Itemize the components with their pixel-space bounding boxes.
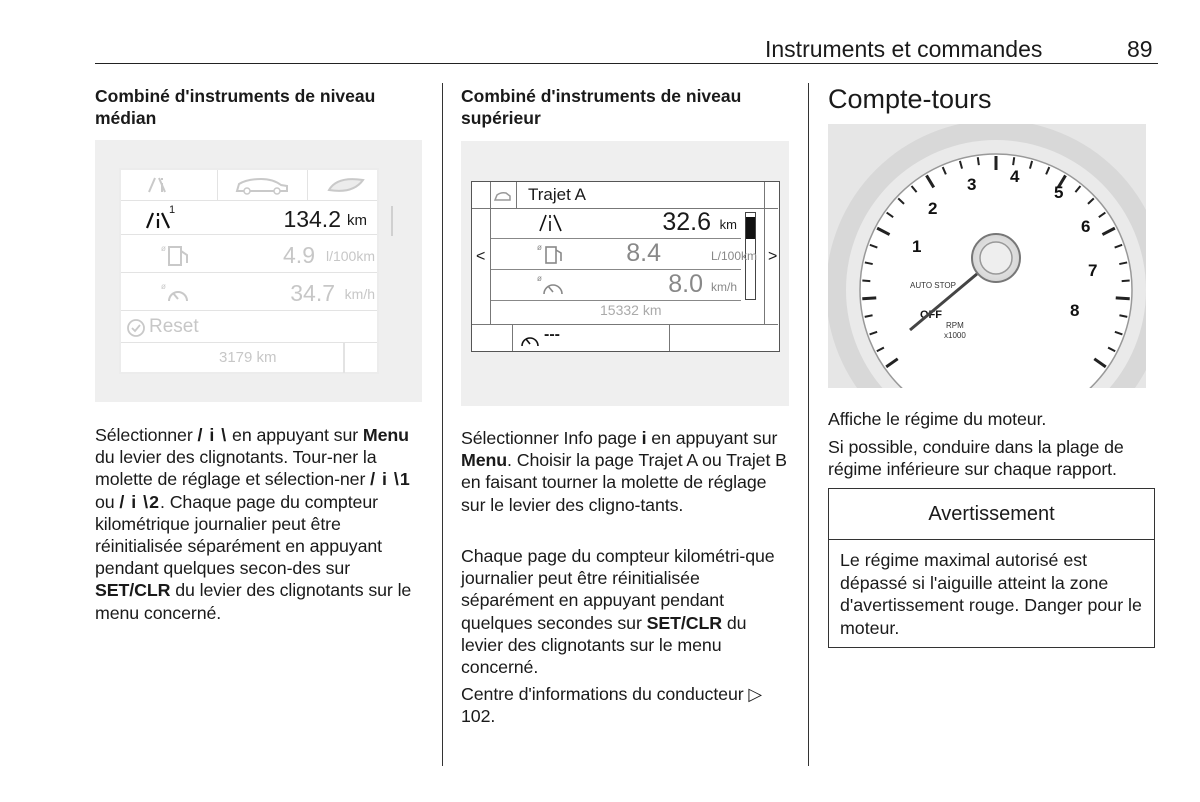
trip-value: 134.2 [283,206,341,232]
col2-paragraph-2: Chaque page du compteur kilométri-que journalier peut être réinitialisée séparément en appuyant pendant quelques secondes sur SET/CLR du levier des clignotants sur le menu concerné. [461,546,775,678]
tab-eco [307,170,377,200]
tick-mark [862,281,870,282]
menu-term: Menu [362,425,409,445]
upper-level-cluster-figure [461,141,789,406]
car-icon [217,170,307,200]
fuel-value: 8.4 [626,239,661,267]
trip-unit: km [719,217,737,232]
tick-label-4: 4 [1010,167,1020,186]
menu-term: Menu [461,450,508,471]
speed-row [121,276,377,311]
section-title: Compte-tours [828,84,992,114]
trip-value: 32.6 [662,208,711,236]
col2-paragraph-3: Centre d'informations du conducteur ▷ 102. [461,684,762,727]
bottom-value: --- [544,326,560,343]
tachometer-figure [828,124,1146,388]
trip-icon [537,211,567,235]
check-circle-icon [127,319,147,339]
tick-mark [862,298,876,299]
odometer-value: 3179 km [219,349,277,366]
trajet-b-term: Trajet B [726,450,787,471]
speed-unit: km/h [344,286,375,302]
tick-mark [1116,298,1130,299]
speed-row [491,270,741,301]
off-label: OFF [920,309,942,321]
fuel-row [491,239,757,270]
tab-trip [121,170,218,200]
bottom-bar [472,324,778,351]
speed-unit: km/h [710,280,737,294]
trip-unit: km [347,212,367,229]
display-title: Trajet A [528,185,586,204]
speedometer-icon [518,328,542,350]
col1-paragraph: Sélectionner / i \ en appuyant sur Menu du levier des clignotants. Tour-ner la molette de réglage et sélection-ner / i \1 ou / i \2. Chaque page du compteur kilométrique journalier peut être réinitialisée séparément en appuyant pendant quelques secon-des sur SET/CLR du levier des clignotants sur le menu concerné. [95,425,412,623]
setclr-term: SET/CLR [646,612,722,633]
tick-label-1: 1 [912,237,922,256]
fuel-pump-icon [537,241,567,267]
svg-text:ø: ø [537,243,542,252]
trip-tab-icon [121,170,217,200]
scrollbar-thumb[interactable] [746,217,755,239]
mid-level-cluster-figure [95,140,422,402]
tick-mark [1013,157,1014,165]
tick-label-8: 8 [1070,301,1080,320]
fuel-value: 4.9 [283,242,315,268]
leaf-icon [307,170,377,200]
mid-level-display [119,168,379,374]
trip1-symbol: / i \1 [370,469,411,490]
warning-text: Le régime maximal autorisé est dépassé si l'aiguille atteint la zone d'avertissement rouge. Danger pour le moteur. [840,550,1142,638]
tab-car [217,170,308,200]
rpm-label: RPM [946,321,964,330]
display-title-row [472,182,778,209]
column-divider-1 [442,83,443,766]
reset-label: Reset [149,316,199,337]
page-number: 89 [1127,36,1153,62]
tachometer-gauge [828,124,1146,388]
col3-paragraph-1: Affiche le régime du moteur. [828,409,1047,429]
tick-label-7: 7 [1088,261,1098,280]
tick-label-5: 5 [1054,183,1064,202]
bar-divider [343,343,345,373]
col2-heading: Combiné d'instruments de niveau supérieur [461,86,742,128]
tick-label-3: 3 [967,175,977,194]
odometer-value: 15332 km [600,302,662,318]
col3-paragraph-2: Si possible, conduire dans la plage de régime inférieure sur chaque rapport. [828,437,1124,480]
nav-right-column [764,208,779,324]
svg-text:ø: ø [161,282,166,291]
speedometer-icon [159,279,199,309]
trip-icon [143,208,193,234]
trip-superscript: 1 [169,204,176,216]
nav-left-column [472,208,491,324]
xref-arrow-icon[interactable]: ▷ [748,684,762,704]
fuel-pump-icon [159,241,199,271]
warning-title: Avertissement [829,489,1154,540]
speed-value: 8.0 [668,270,703,298]
nav-right-arrow[interactable]: > [768,248,778,265]
column-divider-2 [808,83,809,766]
scrollbar [391,206,393,236]
svg-text:ø: ø [537,274,542,283]
tick-label-2: 2 [928,199,938,218]
fuel-unit: l/100km [325,248,375,264]
x1000-label: x1000 [944,331,966,340]
xref-page[interactable]: 102. [461,706,496,727]
trajet-a-term: Trajet A [638,450,698,471]
auto-stop-label: AUTO STOP [910,281,956,290]
warning-box [828,488,1155,648]
col2-paragraph-1: Sélectionner Info page i en appuyant sur Menu. Choisir la page Trajet A ou Trajet B en faisant tourner la molette de réglage sur le levier des cligno-tants. [461,428,787,515]
tick-mark [978,157,979,165]
tab-row [121,170,377,201]
nav-left-arrow[interactable]: < [476,248,486,265]
trip2-symbol: / i \2 [119,491,161,512]
speed-value: 34.7 [290,280,335,306]
svg-text:ø: ø [161,244,166,253]
setclr-term: SET/CLR [95,580,171,601]
upper-level-display [471,181,780,352]
running-header-title: Instruments et commandes [765,36,1043,62]
tick-mark [1122,281,1130,282]
odometer-bar [121,342,377,373]
info-term: Info [563,428,593,448]
trip-row [121,204,377,235]
col1-heading: Combiné d'instruments de niveau médian [95,86,376,128]
fuel-row [121,238,377,273]
trip-symbol: / i \ [197,425,228,445]
car-icon [492,186,512,206]
header-rule [95,63,1158,64]
fuel-unit: L/100km [710,249,757,263]
speedometer-icon [537,272,567,298]
tick-label-6: 6 [1081,217,1091,236]
trip-row [491,208,741,239]
